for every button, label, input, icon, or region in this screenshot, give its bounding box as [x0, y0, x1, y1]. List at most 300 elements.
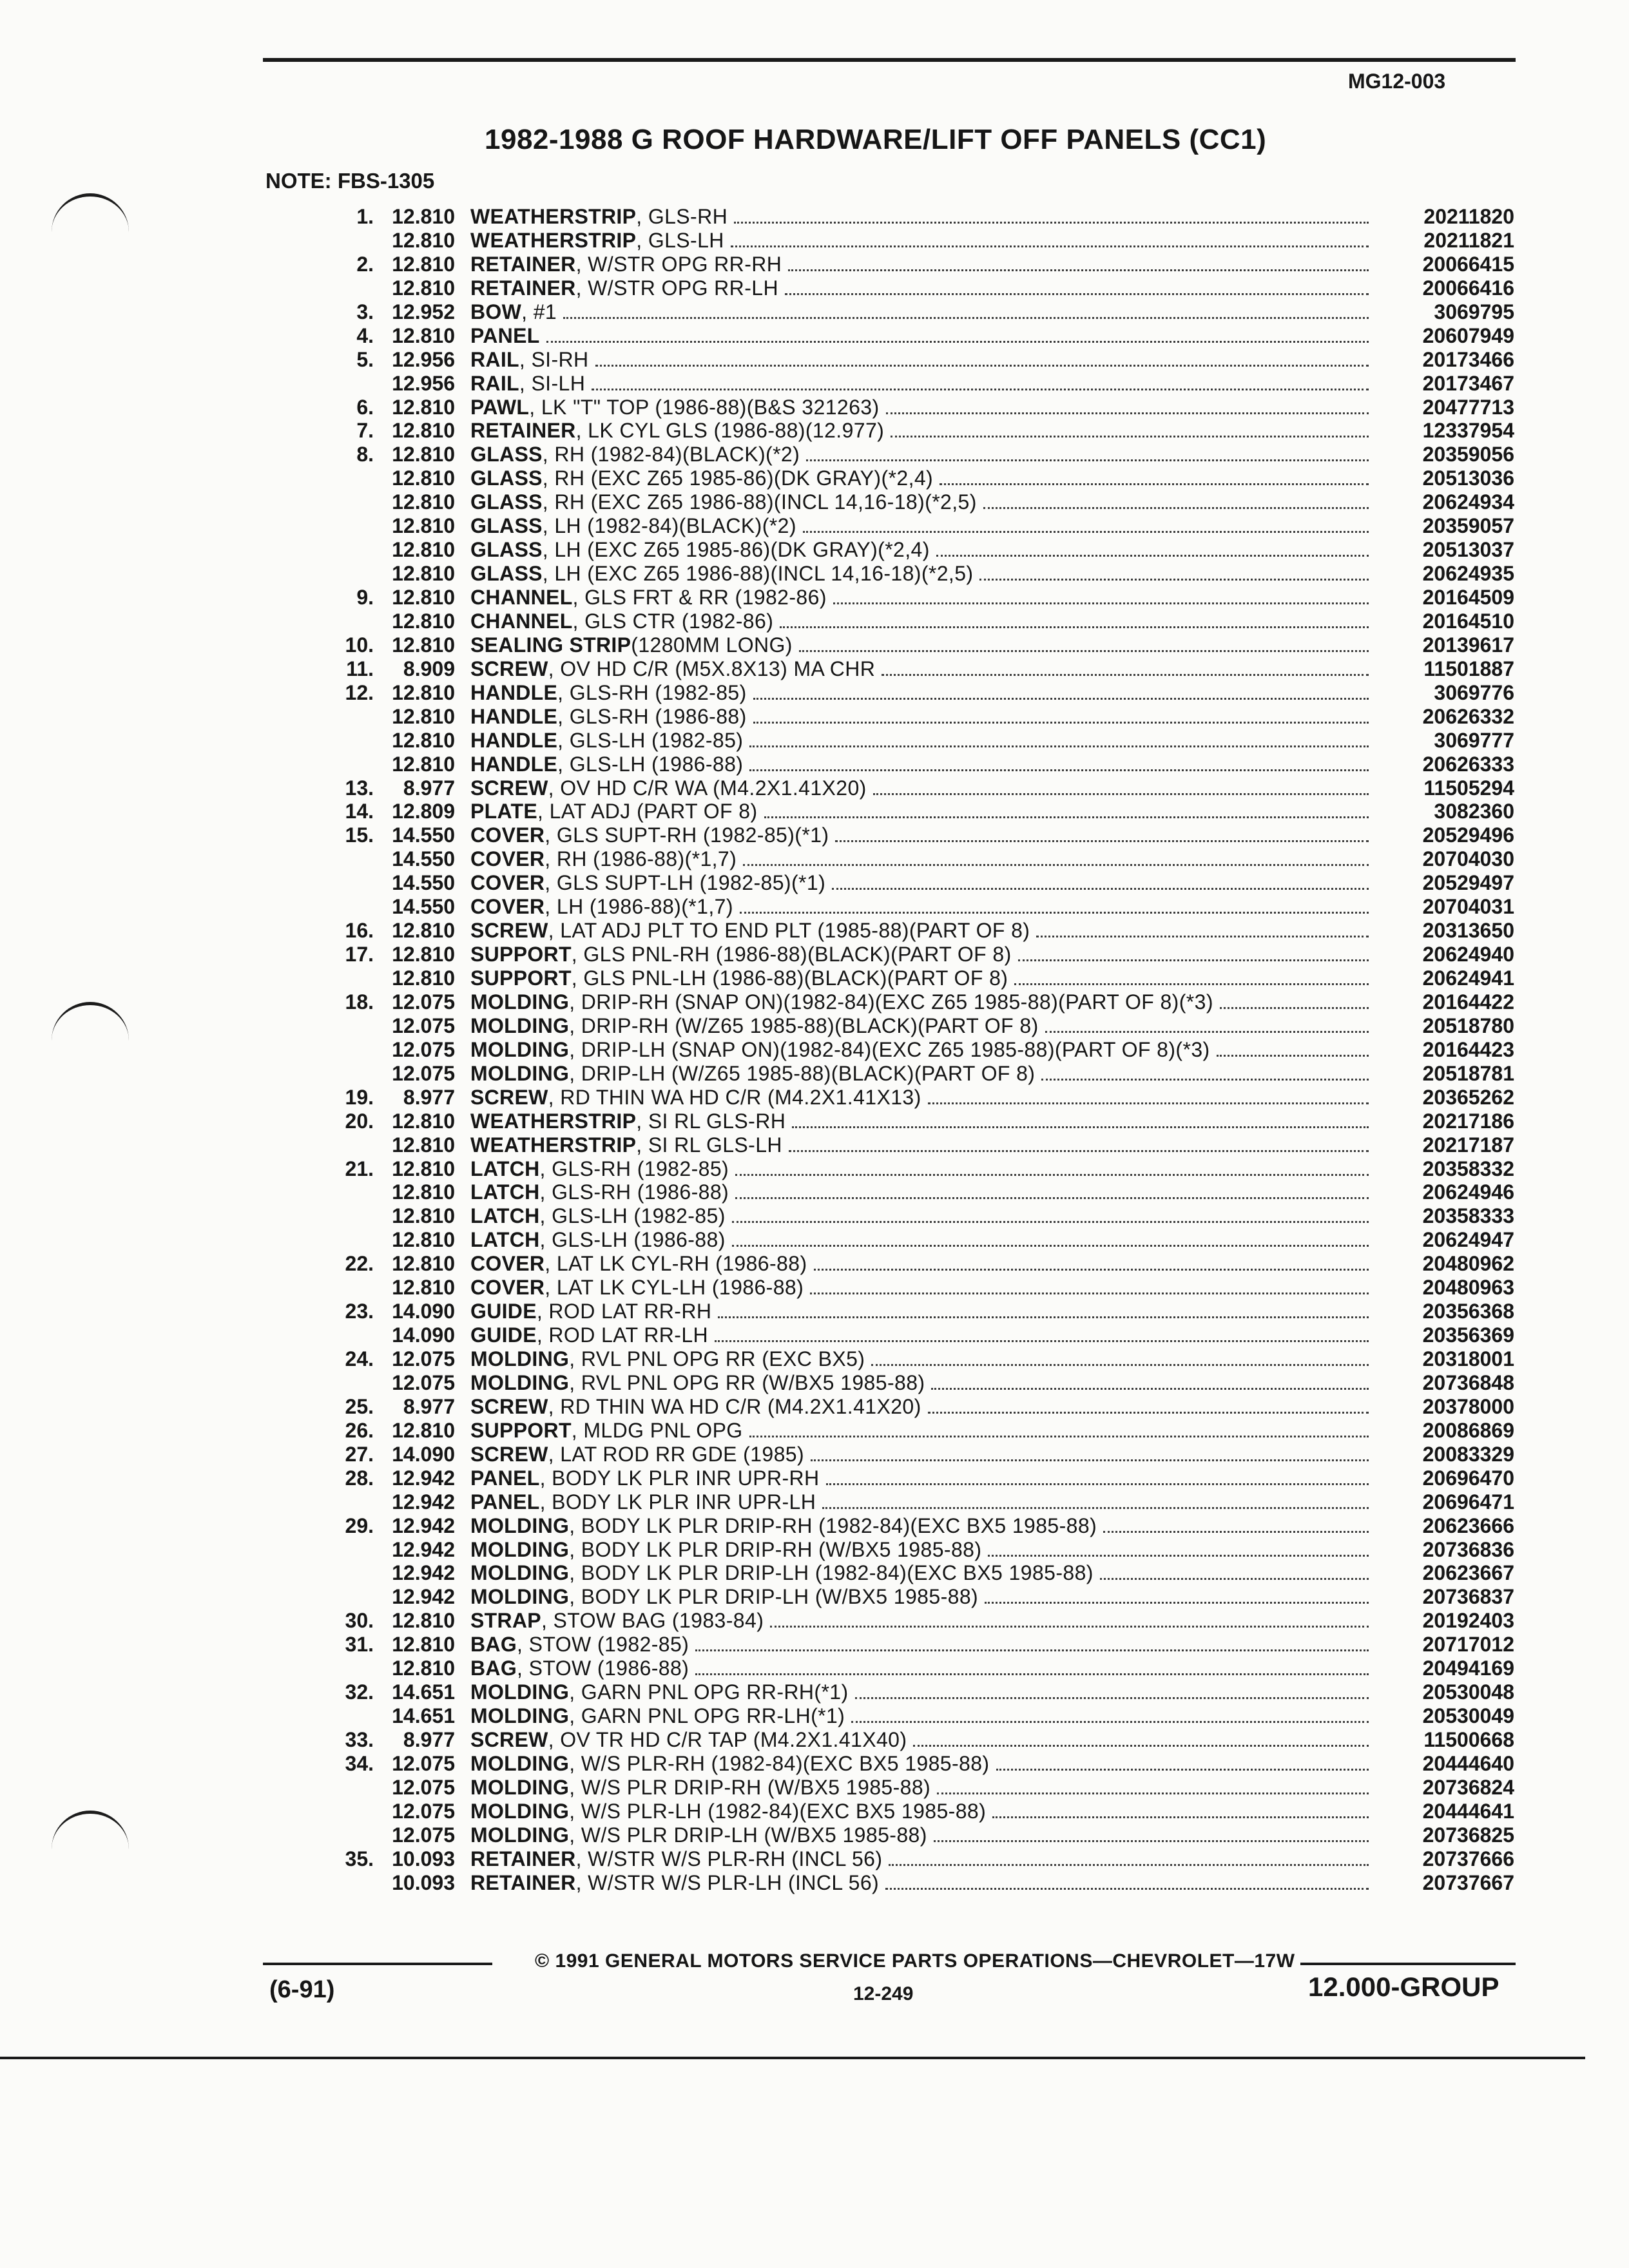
part-name: GLASS: [470, 490, 543, 514]
item-number: 26.: [345, 1418, 374, 1442]
parts-row: [309, 1276, 1514, 1300]
part-number: 3069777: [1434, 728, 1514, 752]
leader-dots: [810, 1293, 1369, 1294]
parts-row: [309, 1704, 1514, 1728]
group-code: 12.956: [392, 371, 455, 395]
part-name: LATCH: [470, 1228, 540, 1252]
part-name: MOLDING: [470, 1775, 570, 1799]
part-name: SCREW: [470, 1442, 548, 1466]
group-code: 12.810: [392, 514, 455, 538]
group-code: 8.977: [403, 1085, 455, 1109]
part-name: STRAP: [470, 1609, 541, 1633]
leader-dots: [855, 1697, 1369, 1699]
group-code: 12.075: [392, 1347, 455, 1370]
leader-dots: [1018, 959, 1369, 961]
part-name: HANDLE: [470, 704, 558, 728]
leader-dots: [792, 1126, 1369, 1128]
part-detail: , BODY LK PLR INR UPR-LH: [539, 1490, 816, 1514]
leader-dots: [934, 1840, 1369, 1842]
leader-dots: [1100, 1578, 1369, 1580]
leader-dots: [996, 1769, 1369, 1771]
part-detail: , OV TR HD C/R TAP (M4.2X1.41X40): [548, 1728, 907, 1751]
parts-row: [309, 657, 1514, 681]
leader-dots: [1217, 1055, 1369, 1057]
group-code: 12.075: [392, 1370, 455, 1394]
part-name: MOLDING: [470, 1537, 570, 1561]
leader-dots: [770, 1626, 1369, 1628]
part-number: 20378000: [1422, 1394, 1514, 1418]
part-name: MOLDING: [470, 1347, 570, 1370]
group-code: 8.977: [403, 1394, 455, 1418]
part-detail: , MLDG PNL OPG: [571, 1418, 743, 1442]
leader-dots: [891, 436, 1369, 437]
part-number: 20066415: [1422, 252, 1514, 276]
group-code: 12.075: [392, 1823, 455, 1847]
bottom-rule: [0, 2057, 1585, 2059]
part-detail: , SI RL GLS-LH: [636, 1133, 782, 1157]
parts-row: [309, 1585, 1514, 1609]
leader-dots: [832, 888, 1369, 890]
group-code: 10.093: [392, 1870, 455, 1894]
part-detail: , SI RL GLS-RH: [636, 1109, 786, 1133]
group-code: 12.810: [392, 609, 455, 633]
parts-row: [309, 1395, 1514, 1419]
group-code: 12.810: [392, 1109, 455, 1133]
leader-dots: [826, 1483, 1369, 1485]
group-code: 14.550: [392, 847, 455, 871]
part-name: HANDLE: [470, 680, 558, 704]
parts-row: [309, 943, 1514, 966]
parts-row: [309, 1466, 1514, 1490]
parts-row: [309, 1514, 1514, 1538]
parts-row: [309, 1871, 1514, 1895]
part-number: 20624940: [1422, 943, 1514, 966]
part-name: RETAINER: [470, 252, 576, 276]
part-detail: , GLS SUPT-LH (1982-85)(*1): [545, 871, 826, 895]
part-number: 20356368: [1422, 1300, 1514, 1323]
part-name: COVER: [470, 1252, 545, 1276]
group-code: 12.952: [392, 300, 455, 323]
leader-dots: [835, 840, 1369, 842]
item-number: 12.: [345, 680, 374, 704]
leader-dots: [785, 293, 1369, 295]
group-code: 12.810: [392, 633, 455, 657]
part-number: 20086869: [1422, 1418, 1514, 1442]
part-number: 20480963: [1422, 1276, 1514, 1300]
part-detail: , GARN PNL OPG RR-LH(*1): [569, 1704, 845, 1728]
group-code: 12.810: [392, 205, 455, 228]
part-number: 3069795: [1434, 300, 1514, 323]
part-detail: , BODY LK PLR DRIP-LH (1982-84)(EXC BX5 1985-88): [569, 1561, 1094, 1585]
part-detail: , GLS-LH: [636, 228, 724, 252]
part-number: 20358332: [1422, 1157, 1514, 1180]
item-number: 19.: [345, 1085, 374, 1109]
leader-dots: [735, 1174, 1369, 1176]
leader-dots: [753, 722, 1369, 724]
part-number: 20217186: [1422, 1109, 1514, 1133]
leader-dots: [979, 579, 1369, 581]
part-name: MOLDING: [470, 1823, 570, 1847]
part-number: 20211820: [1423, 205, 1514, 228]
part-name: CHANNEL: [470, 586, 573, 609]
part-name: GLASS: [470, 538, 543, 562]
footer-rule-left: [263, 1963, 492, 1965]
group-code: 12.075: [392, 1061, 455, 1085]
leader-dots: [734, 222, 1369, 224]
part-detail: , RH (1986-88)(*1,7): [545, 847, 737, 871]
parts-row: [309, 1157, 1514, 1181]
group-code: 12.810: [392, 1252, 455, 1276]
parts-row: [309, 1752, 1514, 1776]
group-code: 12.810: [392, 538, 455, 562]
group-code: 12.075: [392, 1751, 455, 1775]
part-name: WEATHERSTRIP: [470, 1133, 637, 1157]
group-code: 12.942: [392, 1561, 455, 1585]
item-number: 31.: [345, 1633, 374, 1657]
part-number: 20164509: [1422, 586, 1514, 609]
part-detail: , LAT LK CYL-RH (1986-88): [545, 1252, 807, 1276]
part-detail: , GLS-RH (1986-88): [539, 1180, 729, 1204]
parts-row: [309, 1823, 1514, 1847]
part-detail: , GLS-RH (1986-88): [557, 704, 747, 728]
part-name: RETAINER: [470, 419, 576, 443]
parts-row: [309, 276, 1514, 300]
parts-row: [309, 1133, 1514, 1157]
part-number: 20624934: [1422, 490, 1514, 514]
page-number: 12-249: [853, 1983, 914, 2004]
group-code: 14.090: [392, 1300, 455, 1323]
part-name: GUIDE: [470, 1300, 537, 1323]
part-name: BOW: [470, 300, 522, 323]
part-name: WEATHERSTRIP: [470, 228, 637, 252]
parts-row: [309, 586, 1514, 610]
item-number: 1.: [356, 205, 374, 228]
leader-dots: [1220, 1007, 1369, 1009]
leader-dots: [885, 1888, 1369, 1890]
leader-dots: [889, 1864, 1369, 1866]
parts-row: [309, 1228, 1514, 1252]
parts-row: [309, 466, 1514, 490]
part-detail: , LK "T" TOP (1986-88)(B&S 321263): [529, 395, 880, 419]
parts-row: [309, 253, 1514, 276]
part-detail: (1280MM LONG): [631, 633, 793, 657]
leader-dots: [764, 816, 1369, 818]
parts-row: [309, 1490, 1514, 1514]
item-number: 10.: [345, 633, 374, 657]
group-code: 12.810: [392, 1180, 455, 1204]
part-detail: , STOW (1982-85): [517, 1633, 689, 1657]
leader-dots: [851, 1721, 1369, 1723]
parts-row: [309, 1633, 1514, 1657]
leader-dots: [988, 1555, 1369, 1557]
part-name: MOLDING: [470, 1370, 570, 1394]
group-code: 12.810: [392, 1133, 455, 1157]
part-name: WEATHERSTRIP: [470, 205, 637, 228]
part-name: HANDLE: [470, 728, 558, 752]
part-detail: , ROD LAT RR-LH: [536, 1323, 709, 1347]
item-number: 30.: [345, 1609, 374, 1633]
part-name: SCREW: [470, 776, 548, 800]
part-detail: , GLS-LH (1986-88): [539, 1228, 726, 1252]
part-detail: , W/S PLR-RH (1982-84)(EXC BX5 1985-88): [569, 1751, 990, 1775]
group-code: 12.942: [392, 1514, 455, 1537]
group-code: 14.651: [392, 1680, 455, 1704]
item-number: 14.: [345, 800, 374, 823]
part-number: 20737666: [1422, 1847, 1514, 1870]
part-name: MOLDING: [470, 1704, 570, 1728]
part-number: 20624946: [1422, 1180, 1514, 1204]
parts-row: [309, 681, 1514, 705]
leader-dots: [1036, 936, 1369, 937]
part-name: SCREW: [470, 1394, 548, 1418]
part-detail: , LH (1986-88)(*1,7): [545, 895, 733, 919]
leader-dots: [882, 674, 1369, 676]
leader-dots: [695, 1673, 1369, 1675]
parts-row: [309, 966, 1514, 990]
part-number: 20444641: [1422, 1799, 1514, 1823]
leader-dots: [715, 1340, 1369, 1342]
part-detail: , LH (1982-84)(BLACK)(*2): [542, 514, 796, 538]
part-name: GLASS: [470, 562, 543, 586]
part-name: COVER: [470, 823, 545, 847]
group-code: 14.550: [392, 823, 455, 847]
parts-row: [309, 1300, 1514, 1323]
part-detail: , LAT ROD RR GDE (1985): [548, 1442, 805, 1466]
item-number: 32.: [345, 1680, 374, 1704]
group-code: 12.810: [392, 1418, 455, 1442]
leader-dots: [928, 1412, 1369, 1414]
part-number: 20359057: [1422, 514, 1514, 538]
item-number: 24.: [345, 1347, 374, 1370]
item-number: 17.: [345, 943, 374, 966]
part-number: 20318001: [1422, 1347, 1514, 1370]
part-detail: , LAT ADJ (PART OF 8): [537, 800, 758, 823]
part-number: 20623667: [1422, 1561, 1514, 1585]
parts-row: [309, 823, 1514, 847]
part-number: 20313650: [1422, 919, 1514, 943]
page-title: 1982-1988 G ROOF HARDWARE/LIFT OFF PANELS (CC1): [485, 124, 1267, 155]
punch-hole-mark: [52, 1002, 129, 1044]
item-number: 35.: [345, 1847, 374, 1870]
group-code: 12.810: [392, 252, 455, 276]
part-number: 20365262: [1422, 1085, 1514, 1109]
item-number: 5.: [356, 347, 374, 371]
part-name: MOLDING: [470, 1037, 570, 1061]
part-name: MOLDING: [470, 1561, 570, 1585]
part-number: 20139617: [1422, 633, 1514, 657]
parts-row: [309, 990, 1514, 1014]
part-number: 20624935: [1422, 562, 1514, 586]
item-number: 29.: [345, 1514, 374, 1537]
part-number: 12337954: [1422, 419, 1514, 443]
part-number: 20066416: [1422, 276, 1514, 300]
part-name: LATCH: [470, 1204, 540, 1228]
part-number: 20696471: [1422, 1490, 1514, 1514]
part-detail: , GLS-LH (1982-85): [539, 1204, 726, 1228]
revision-date: (6-91): [269, 1976, 335, 2003]
parts-row: [309, 324, 1514, 348]
part-number: 11501887: [1423, 657, 1514, 680]
parts-row: [309, 1657, 1514, 1680]
group-code: 12.075: [392, 990, 455, 1014]
group-code: 14.550: [392, 871, 455, 895]
item-number: 25.: [345, 1394, 374, 1418]
leader-dots: [871, 1364, 1369, 1366]
part-detail: , OV HD C/R WA (M4.2X1.41X20): [548, 776, 867, 800]
part-detail: , RH (EXC Z65 1985-86)(DK GRAY)(*2,4): [542, 466, 934, 490]
part-name: PANEL: [470, 1466, 540, 1490]
part-name: GLASS: [470, 466, 543, 490]
leader-dots: [595, 365, 1369, 367]
group-code: 12.942: [392, 1585, 455, 1609]
item-number: 22.: [345, 1252, 374, 1276]
item-number: 9.: [356, 586, 374, 609]
part-detail: , GLS PNL-LH (1986-88)(BLACK)(PART OF 8): [571, 966, 1008, 990]
group-code: 12.810: [392, 752, 455, 776]
leader-dots: [937, 1792, 1369, 1794]
part-detail: , ROD LAT RR-RH: [536, 1300, 712, 1323]
group-code: 12.810: [392, 466, 455, 490]
leader-dots: [1014, 983, 1369, 985]
parts-list: [309, 205, 1514, 1895]
part-detail: , #1: [521, 300, 557, 323]
leader-dots: [695, 1649, 1369, 1651]
leader-dots: [749, 1436, 1369, 1437]
part-name: SCREW: [470, 1728, 548, 1751]
leader-dots: [931, 1388, 1369, 1390]
parts-row: [309, 205, 1514, 229]
part-name: GLASS: [470, 514, 543, 538]
group-code: 12.810: [392, 1204, 455, 1228]
group-code: 12.942: [392, 1537, 455, 1561]
part-name: SUPPORT: [470, 1418, 572, 1442]
part-number: 20626333: [1422, 752, 1514, 776]
part-number: 20530049: [1422, 1704, 1514, 1728]
leader-dots: [822, 1507, 1369, 1509]
parts-row: [309, 1561, 1514, 1585]
part-number: 20626332: [1422, 704, 1514, 728]
parts-row: [309, 919, 1514, 943]
parts-row: [309, 1038, 1514, 1062]
group-code: 12.810: [392, 1657, 455, 1680]
part-name: GLASS: [470, 443, 543, 466]
parts-row: [309, 705, 1514, 729]
group-code: 12.956: [392, 347, 455, 371]
parts-row: [309, 1086, 1514, 1110]
part-detail: , LAT ADJ PLT TO END PLT (1985-88)(PART OF 8): [548, 919, 1030, 943]
document-code: MG12-003: [1348, 70, 1446, 93]
leader-dots: [753, 698, 1369, 700]
leader-dots: [799, 650, 1369, 652]
part-name: MOLDING: [470, 1680, 570, 1704]
leader-dots: [803, 531, 1369, 533]
parts-row: [309, 1680, 1514, 1704]
group-code: 12.810: [392, 966, 455, 990]
parts-row: [309, 419, 1514, 443]
part-number: 20513036: [1422, 466, 1514, 490]
parts-row: [309, 1252, 1514, 1276]
part-detail: , GLS PNL-RH (1986-88)(BLACK)(PART OF 8): [571, 943, 1012, 966]
group-code: 10.093: [392, 1847, 455, 1870]
leader-dots: [749, 745, 1369, 747]
part-number: 20736836: [1422, 1537, 1514, 1561]
item-number: 4.: [356, 323, 374, 347]
leader-dots: [983, 507, 1369, 509]
item-number: 28.: [345, 1466, 374, 1490]
copyright-text: © 1991 GENERAL MOTORS SERVICE PARTS OPERATIONS—CHEVROLET—17W: [535, 1950, 1295, 1972]
part-number: 20736848: [1422, 1370, 1514, 1394]
part-number: 20704030: [1422, 847, 1514, 871]
leader-dots: [749, 769, 1369, 771]
parts-row: [309, 562, 1514, 586]
part-number: 20736837: [1422, 1585, 1514, 1609]
part-detail: , LH (EXC Z65 1985-86)(DK GRAY)(*2,4): [542, 538, 930, 562]
group-code: 8.977: [403, 1728, 455, 1751]
part-detail: , OV HD C/R (M5X.8X13) MA CHR: [548, 657, 876, 680]
group-label: 12.000-GROUP: [1308, 1972, 1499, 2002]
punch-hole-mark: [52, 193, 129, 235]
parts-row: [309, 300, 1514, 324]
part-name: LATCH: [470, 1157, 540, 1180]
part-detail: , DRIP-RH (W/Z65 1985-88)(BLACK)(PART OF 8): [569, 1014, 1039, 1037]
part-detail: , SI-LH: [519, 371, 586, 395]
item-number: 34.: [345, 1751, 374, 1775]
leader-dots: [886, 412, 1369, 414]
part-name: RAIL: [470, 371, 519, 395]
parts-row: [309, 800, 1514, 823]
part-detail: , GLS-RH: [636, 205, 728, 228]
item-number: 2.: [356, 252, 374, 276]
part-number: 3082360: [1434, 800, 1514, 823]
part-name: MOLDING: [470, 990, 570, 1014]
part-detail: , LH (EXC Z65 1986-88)(INCL 14,16-18)(*2,5): [542, 562, 974, 586]
group-code: 12.810: [392, 943, 455, 966]
part-detail: , DRIP-LH (SNAP ON)(1982-84)(EXC Z65 1985-88)(PART OF 8)(*3): [569, 1037, 1210, 1061]
group-code: 12.810: [392, 1157, 455, 1180]
parts-row: [309, 229, 1514, 253]
part-number: 20607949: [1422, 323, 1514, 347]
parts-row: [309, 1776, 1514, 1800]
part-number: 20717012: [1422, 1633, 1514, 1657]
part-name: BAG: [470, 1633, 517, 1657]
parts-row: [309, 538, 1514, 562]
item-number: 18.: [345, 990, 374, 1014]
part-number: 20736824: [1422, 1775, 1514, 1799]
part-detail: , DRIP-LH (W/Z65 1985-88)(BLACK)(PART OF 8): [569, 1061, 1036, 1085]
parts-row: [309, 514, 1514, 538]
part-name: WEATHERSTRIP: [470, 1109, 637, 1133]
group-code: 14.550: [392, 895, 455, 919]
part-detail: , GARN PNL OPG RR-RH(*1): [569, 1680, 849, 1704]
part-detail: , GLS-RH (1982-85): [557, 680, 747, 704]
part-number: 20494169: [1422, 1657, 1514, 1680]
part-number: 20164423: [1422, 1037, 1514, 1061]
part-detail: , STOW (1986-88): [517, 1657, 689, 1680]
leader-dots: [743, 864, 1369, 866]
part-detail: , RH (1982-84)(BLACK)(*2): [542, 443, 800, 466]
part-number: 20624947: [1422, 1228, 1514, 1252]
parts-row: [309, 372, 1514, 396]
part-number: 20513037: [1422, 538, 1514, 562]
group-code: 12.075: [392, 1014, 455, 1037]
part-number: 20359056: [1422, 443, 1514, 466]
part-number: 20737667: [1422, 1870, 1514, 1894]
group-code: 12.810: [392, 1609, 455, 1633]
part-number: 20518780: [1422, 1014, 1514, 1037]
part-name: SEALING STRIP: [470, 633, 631, 657]
part-number: 20192403: [1422, 1609, 1514, 1633]
part-number: 20211821: [1423, 228, 1514, 252]
